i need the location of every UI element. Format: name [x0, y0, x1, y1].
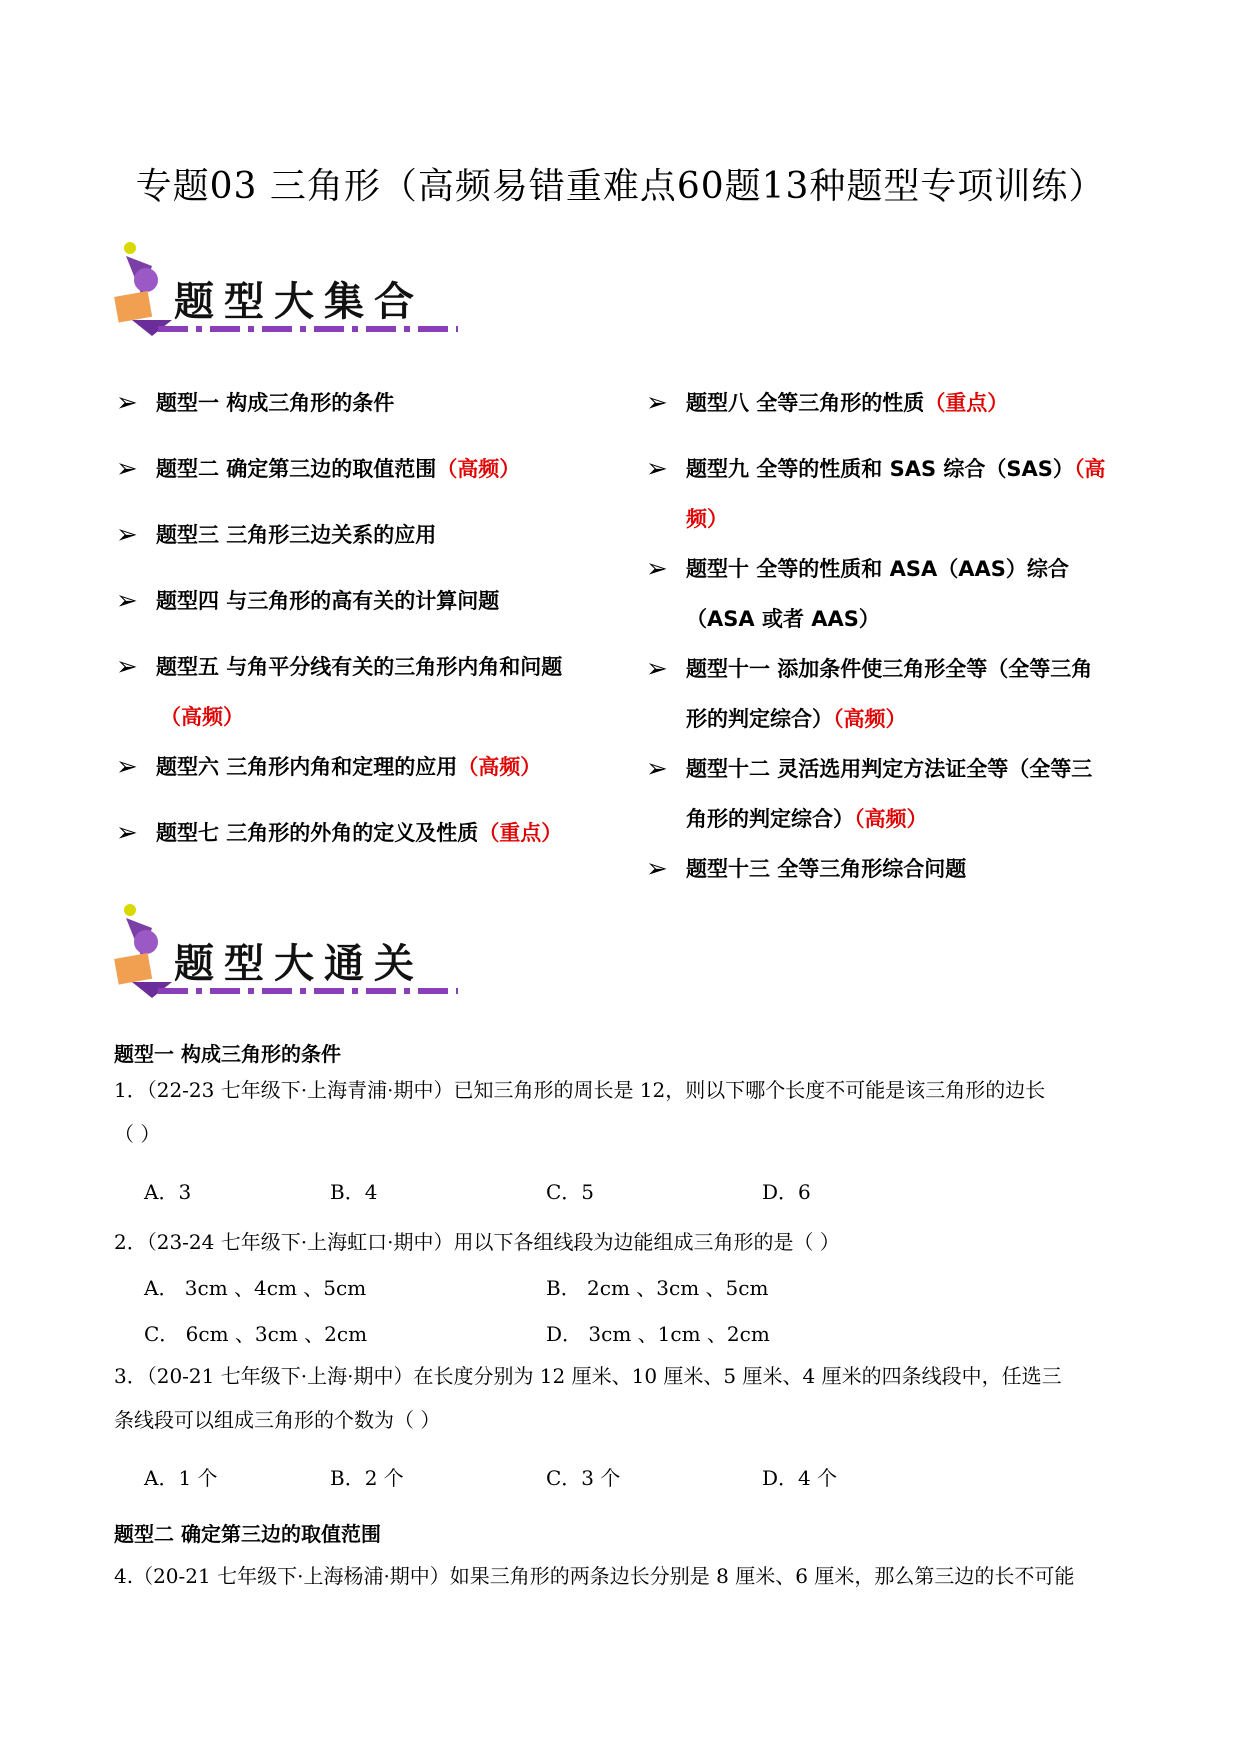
- q1-option-a[interactable]: A．3: [144, 1180, 192, 1204]
- q2-option-a[interactable]: A． 3cm 、4cm 、5cm: [144, 1276, 367, 1300]
- arrow-icon: ➢: [646, 388, 668, 418]
- q3-option-b[interactable]: B．2 个: [330, 1466, 404, 1490]
- q2-option-d[interactable]: D． 3cm 、1cm 、2cm: [546, 1322, 770, 1346]
- question-3-stem: 3．（20-21 七年级下·上海·期中）在长度分别为 12 厘米、10 厘米、5 厘米、4 厘米的四条线段中，任选三 条线段可以组成三角形的个数为（ ）: [114, 1364, 1062, 1432]
- arrow-icon: ➢: [116, 388, 138, 418]
- question-4-stem: 4.（20-21 七年级下·上海杨浦·期中）如果三角形的两条边长分别是 8 厘米、6 厘米，那么第三边的长不可能: [114, 1564, 1075, 1588]
- q2-option-c[interactable]: C． 6cm 、3cm 、2cm: [144, 1322, 368, 1346]
- arrow-icon: ➢: [116, 818, 138, 848]
- q3-option-a[interactable]: A．1 个: [144, 1466, 218, 1490]
- banner-underline: [158, 984, 458, 998]
- arrow-icon: ➢: [116, 652, 138, 682]
- arrow-icon: ➢: [646, 554, 668, 584]
- arrow-icon: ➢: [646, 754, 668, 784]
- question-1-stem: 1．（22-23 七年级下·上海青浦·期中）已知三角形的周长是 12，则以下哪个长度不可能是该三角形的边长 （ ）: [114, 1078, 1046, 1146]
- banner-title: 题型大集合: [174, 278, 424, 325]
- arrow-icon: ➢: [646, 454, 668, 484]
- q3-option-d[interactable]: D．4 个: [762, 1466, 838, 1490]
- section-banner-collection: [112, 236, 462, 344]
- q3-option-c[interactable]: C．3 个: [546, 1466, 621, 1490]
- arrow-icon: ➢: [116, 752, 138, 782]
- q1-option-c[interactable]: C．5: [546, 1180, 595, 1204]
- banner-title: 题型大通关: [174, 940, 424, 987]
- arrow-icon: ➢: [646, 654, 668, 684]
- section-banner-pass: [112, 898, 462, 1006]
- section-heading: 题型二 确定第三边的取值范围: [114, 1522, 381, 1546]
- q2-option-b[interactable]: B． 2cm 、3cm 、5cm: [546, 1276, 769, 1300]
- q1-option-d[interactable]: D．6: [762, 1180, 811, 1204]
- question-2-stem: 2．（23-24 七年级下·上海虹口·期中）用以下各组线段为边能组成三角形的是（ ）: [114, 1230, 840, 1254]
- arrow-icon: ➢: [116, 454, 138, 484]
- page-title: 专题03 三角形（高频易错重难点60题13种题型专项训练）: [135, 166, 1106, 207]
- section-heading: 题型一 构成三角形的条件: [114, 1042, 341, 1066]
- arrow-icon: ➢: [116, 586, 138, 616]
- banner-underline: [158, 322, 458, 336]
- arrow-icon: ➢: [646, 854, 668, 884]
- q1-option-b[interactable]: B．4: [330, 1180, 378, 1204]
- arrow-icon: ➢: [116, 520, 138, 550]
